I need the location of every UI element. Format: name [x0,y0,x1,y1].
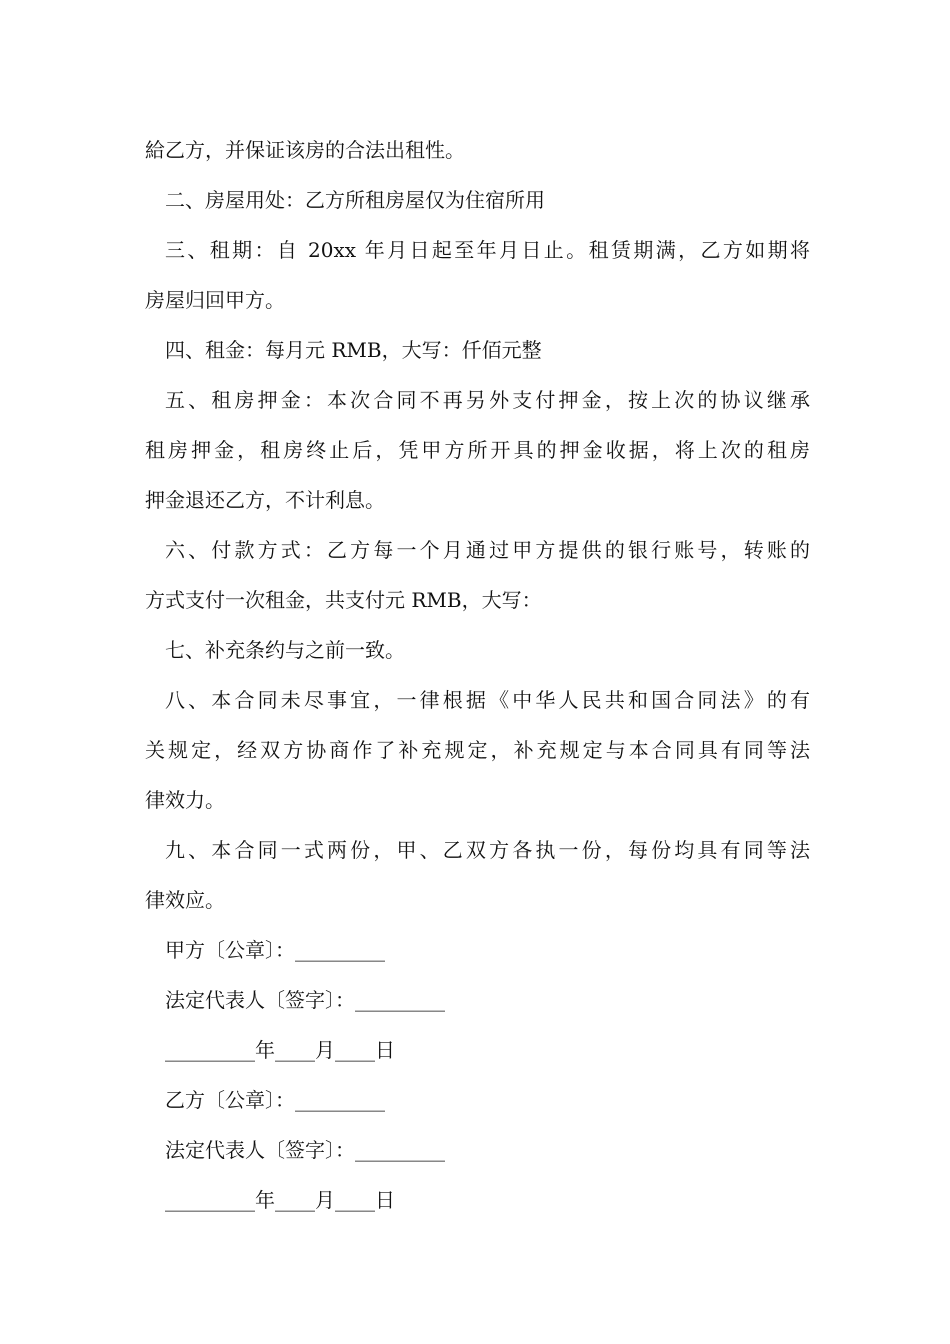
clause-5-deposit: 五、租房押金：本次合同不再另外支付押金，按上次的协议继承 [165,388,810,412]
paragraph-line: 租房押金，租房终止后，凭甲方所开具的押金收据，将上次的租房 [145,438,810,462]
clause-8-law: 八、本合同未尽事宜，一律根据《中华人民共和国合同法》的有 [165,688,810,712]
paragraph-line: 房屋归回甲方。 [145,288,285,312]
paragraph-line: 押金退还乙方，不计利息。 [145,488,385,512]
paragraph-line: 律效应。 [145,888,225,912]
paragraph-line: 关规定，经双方协商作了补充规定，补充规定与本合同具有同等法 [145,738,810,762]
party-a-seal-line: 甲方〔公章〕：_________ [165,938,385,962]
paragraph-line: 給乙方，并保证该房的合法出租性。 [145,138,465,162]
clause-2-usage: 二、房屋用处：乙方所租房屋仅为住宿所用 [165,188,545,212]
party-b-representative-line: 法定代表人〔签字〕：_________ [165,1138,445,1162]
clause-4-rent: 四、租金：每月元 RMB，大写：仟佰元整 [165,338,542,362]
clause-3-term: 三、租期：自 20xx 年月日起至年月日止。租赁期满，乙方如期将 [165,238,810,262]
paragraph-line: 律效力。 [145,788,225,812]
paragraph-line: 方式支付一次租金，共支付元 RMB，大写： [145,588,542,612]
party-b-seal-line: 乙方〔公章〕：_________ [165,1088,385,1112]
clause-7-supplement: 七、补充条约与之前一致。 [165,638,405,662]
clause-9-copies: 九、本合同一式两份，甲、乙双方各执一份，每份均具有同等法 [165,838,810,862]
party-a-date-line: _________年____月____日 [165,1038,395,1062]
clause-6-payment: 六、付款方式：乙方每一个月通过甲方提供的银行账号，转账的 [165,538,810,562]
party-b-date-line: _________年____月____日 [165,1188,395,1212]
party-a-representative-line: 法定代表人〔签字〕：_________ [165,988,445,1012]
